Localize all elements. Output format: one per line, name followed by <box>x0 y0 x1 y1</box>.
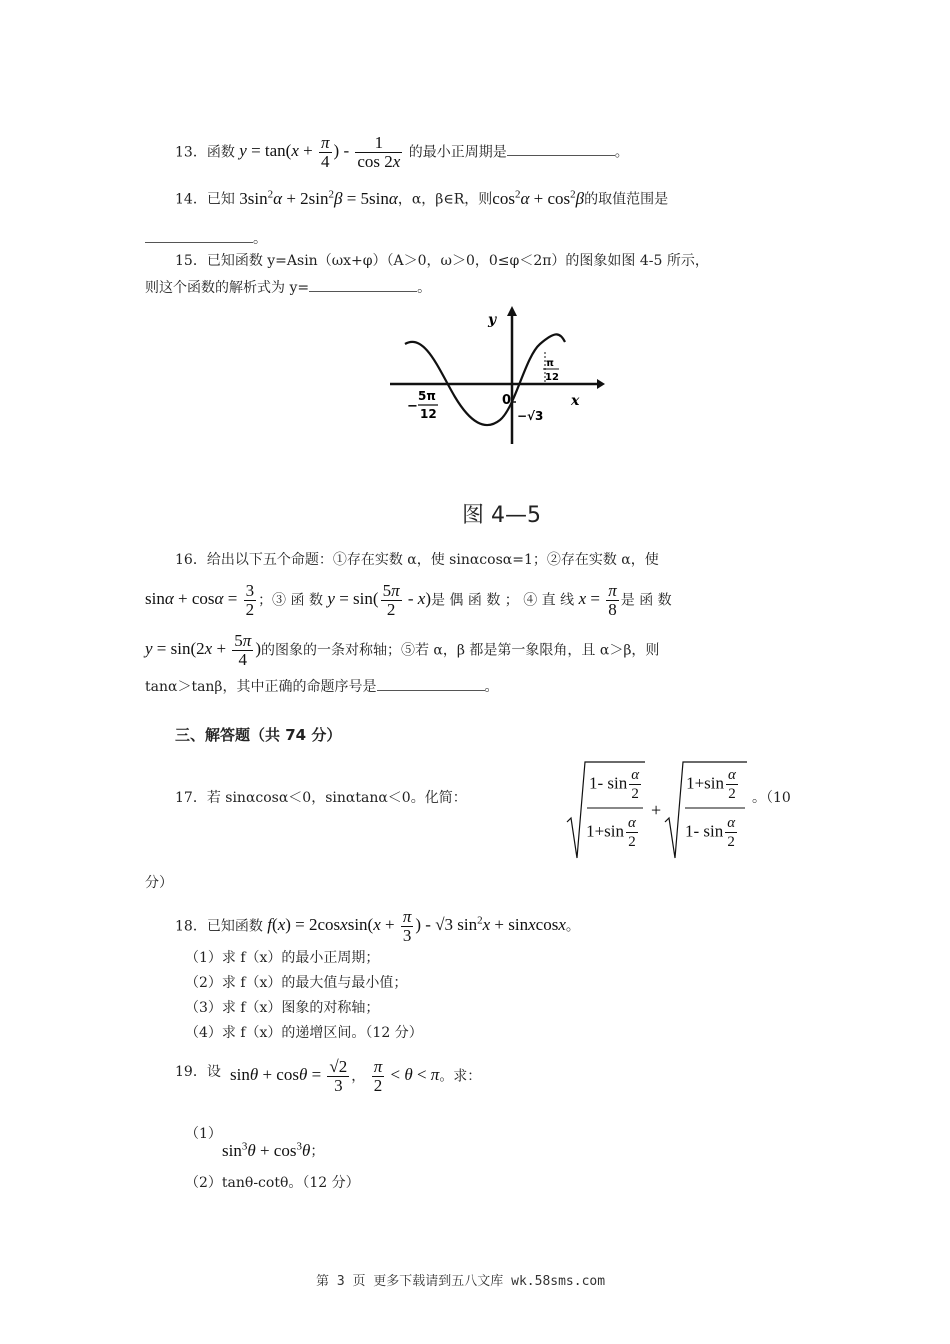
q17-score-cont: 分） <box>145 875 173 891</box>
question-18: 18．已知函数 f(x) = 2cosxsin(x + $\frac{\pi}{3}$ ) - √3 $\sin^2x$ + sinxcosx。 <box>175 907 580 945</box>
q16-answer-blank[interactable] <box>377 676 485 691</box>
q13-answer-blank[interactable] <box>507 141 615 156</box>
question-13: 13．函数 y = tan(x + $\frac{\pi}{4}$ ) - $\frac{1}{\cos 2x}$ 的最小正周期是 。 <box>175 133 629 171</box>
q13-formula: y = tan(x + $\frac{\pi}{4}$ ) - $\frac{1}{\cos 2x}$ <box>239 133 401 171</box>
q19-item-2: （2）tanθ-cotθ。（12 分） <box>185 1175 360 1191</box>
question-14: 14．已知 $3\sin^2\alpha + 2\sin^2\beta = 5\sin\alpha$，α，β∈R，则$\cos^2\alpha + \cos^2\beta$的取值范围是 <box>175 188 669 208</box>
x-axis-arrow <box>597 379 605 389</box>
q16-formula-target: y = sin(2x + $\frac{5\pi}{4}$ ) <box>145 631 261 669</box>
q14-answer-blank[interactable] <box>145 228 253 243</box>
q19-item-1: $\sin^3\theta + \cos^3\theta$； <box>222 1140 325 1160</box>
question-19: 19．设 <box>175 1064 221 1080</box>
q19-range: $\frac{\pi}{2}$ < θ < π <box>373 1057 440 1095</box>
left-tick-numerator: 5π <box>418 389 436 403</box>
q19-formula: sinθ + cosθ = $\frac{√2}{3}$ ， $\frac{\pi}{2}$ < θ < π。求： <box>230 1057 482 1095</box>
question-14-answer: 。 <box>145 228 267 249</box>
q16-formula-func: y = sin( $\frac{5\pi}{2}$ - x) <box>327 581 431 619</box>
section-title: 三、解答题（共 74 分） <box>175 726 342 744</box>
q17-score: 。（10 <box>752 790 791 806</box>
question-16-line2: sinα + cosα = $\frac{3}{2}$ ；③ 函 数 y = sin( $\frac{5\pi}{2}$ - x)是 偶 函 数 ； ④ 直 线 x = $\frac{\pi}{8}$ 是 函 数 <box>145 581 672 619</box>
q14-condition: $3\sin^2\alpha + 2\sin^2\beta = 5\sin\alpha$ <box>239 188 398 208</box>
q19-item-1-formula: $\sin^3\theta + \cos^3\theta$ <box>222 1140 311 1160</box>
question-16-line4: tanα＞tanβ，其中正确的命题序号是 。 <box>145 676 499 697</box>
q18-item-2: （2）求 f（x）的最大值与最小值； <box>185 975 408 991</box>
q15-answer-blank[interactable] <box>309 277 417 292</box>
right-tick-denominator: 12 <box>545 372 559 383</box>
figure-caption: 图 4—5 <box>462 503 541 528</box>
q14-expression: $\cos^2\alpha + \cos^2\beta$ <box>492 188 585 208</box>
svg-text:+: + <box>651 800 662 820</box>
q19-item-1-label: （1） <box>185 1126 222 1142</box>
question-16-line3: y = sin(2x + $\frac{5\pi}{4}$ )的图象的一条对称轴；⑤若 α，β 都是第一象限角，且 α＞β，则 <box>145 631 660 669</box>
q16-formula-sum: sinα + cosα = $\frac{3}{2}$ <box>145 581 255 619</box>
page-footer: 第 3 页 更多下载请到五八文库 wk.58sms.com <box>316 1274 606 1289</box>
question-15-line1: 15．已知函数 y=Asin（ωx+φ）（A＞0，ω＞0，0≤φ＜2π）的图象如图 4-5 所示， <box>175 253 709 269</box>
q16-formula-line: x = $\frac{\pi}{8}$ <box>578 581 617 619</box>
axis-label-y: y <box>488 312 497 328</box>
axis-label-x: x <box>571 393 580 409</box>
question-15-line2: 则这个函数的解析式为 y= 。 <box>145 277 431 298</box>
question-17: 17．若 sinαcosα＜0，sinαtanα＜0。化简： <box>175 790 467 806</box>
origin-label: 0 <box>502 393 512 408</box>
q19-condition: sinθ + cosθ = $\frac{√2}{3}$ <box>230 1057 348 1095</box>
sine-graph-figure <box>385 302 605 452</box>
q18-item-3: （3）求 f（x）图象的对称轴； <box>185 1000 380 1016</box>
q18-item-4: （4）求 f（x）的递增区间。（12 分） <box>185 1025 423 1041</box>
left-tick-denominator: 12 <box>420 407 437 421</box>
q18-item-1: （1）求 f（x）的最小正周期； <box>185 950 380 966</box>
y-axis-arrow <box>507 306 517 316</box>
question-16-line1: 16．给出以下五个命题：①存在实数 α，使 sinαcosα=1；②存在实数 α，使 <box>175 552 659 568</box>
left-tick-minus: − <box>407 399 418 414</box>
y-tick-label: −√3 <box>517 409 544 423</box>
right-tick-numerator: π <box>546 358 554 369</box>
q18-formula: f(x) = 2cosxsin(x + $\frac{\pi}{3}$ ) - √3 $\sin^2x$ + sinxcosx <box>267 907 566 945</box>
